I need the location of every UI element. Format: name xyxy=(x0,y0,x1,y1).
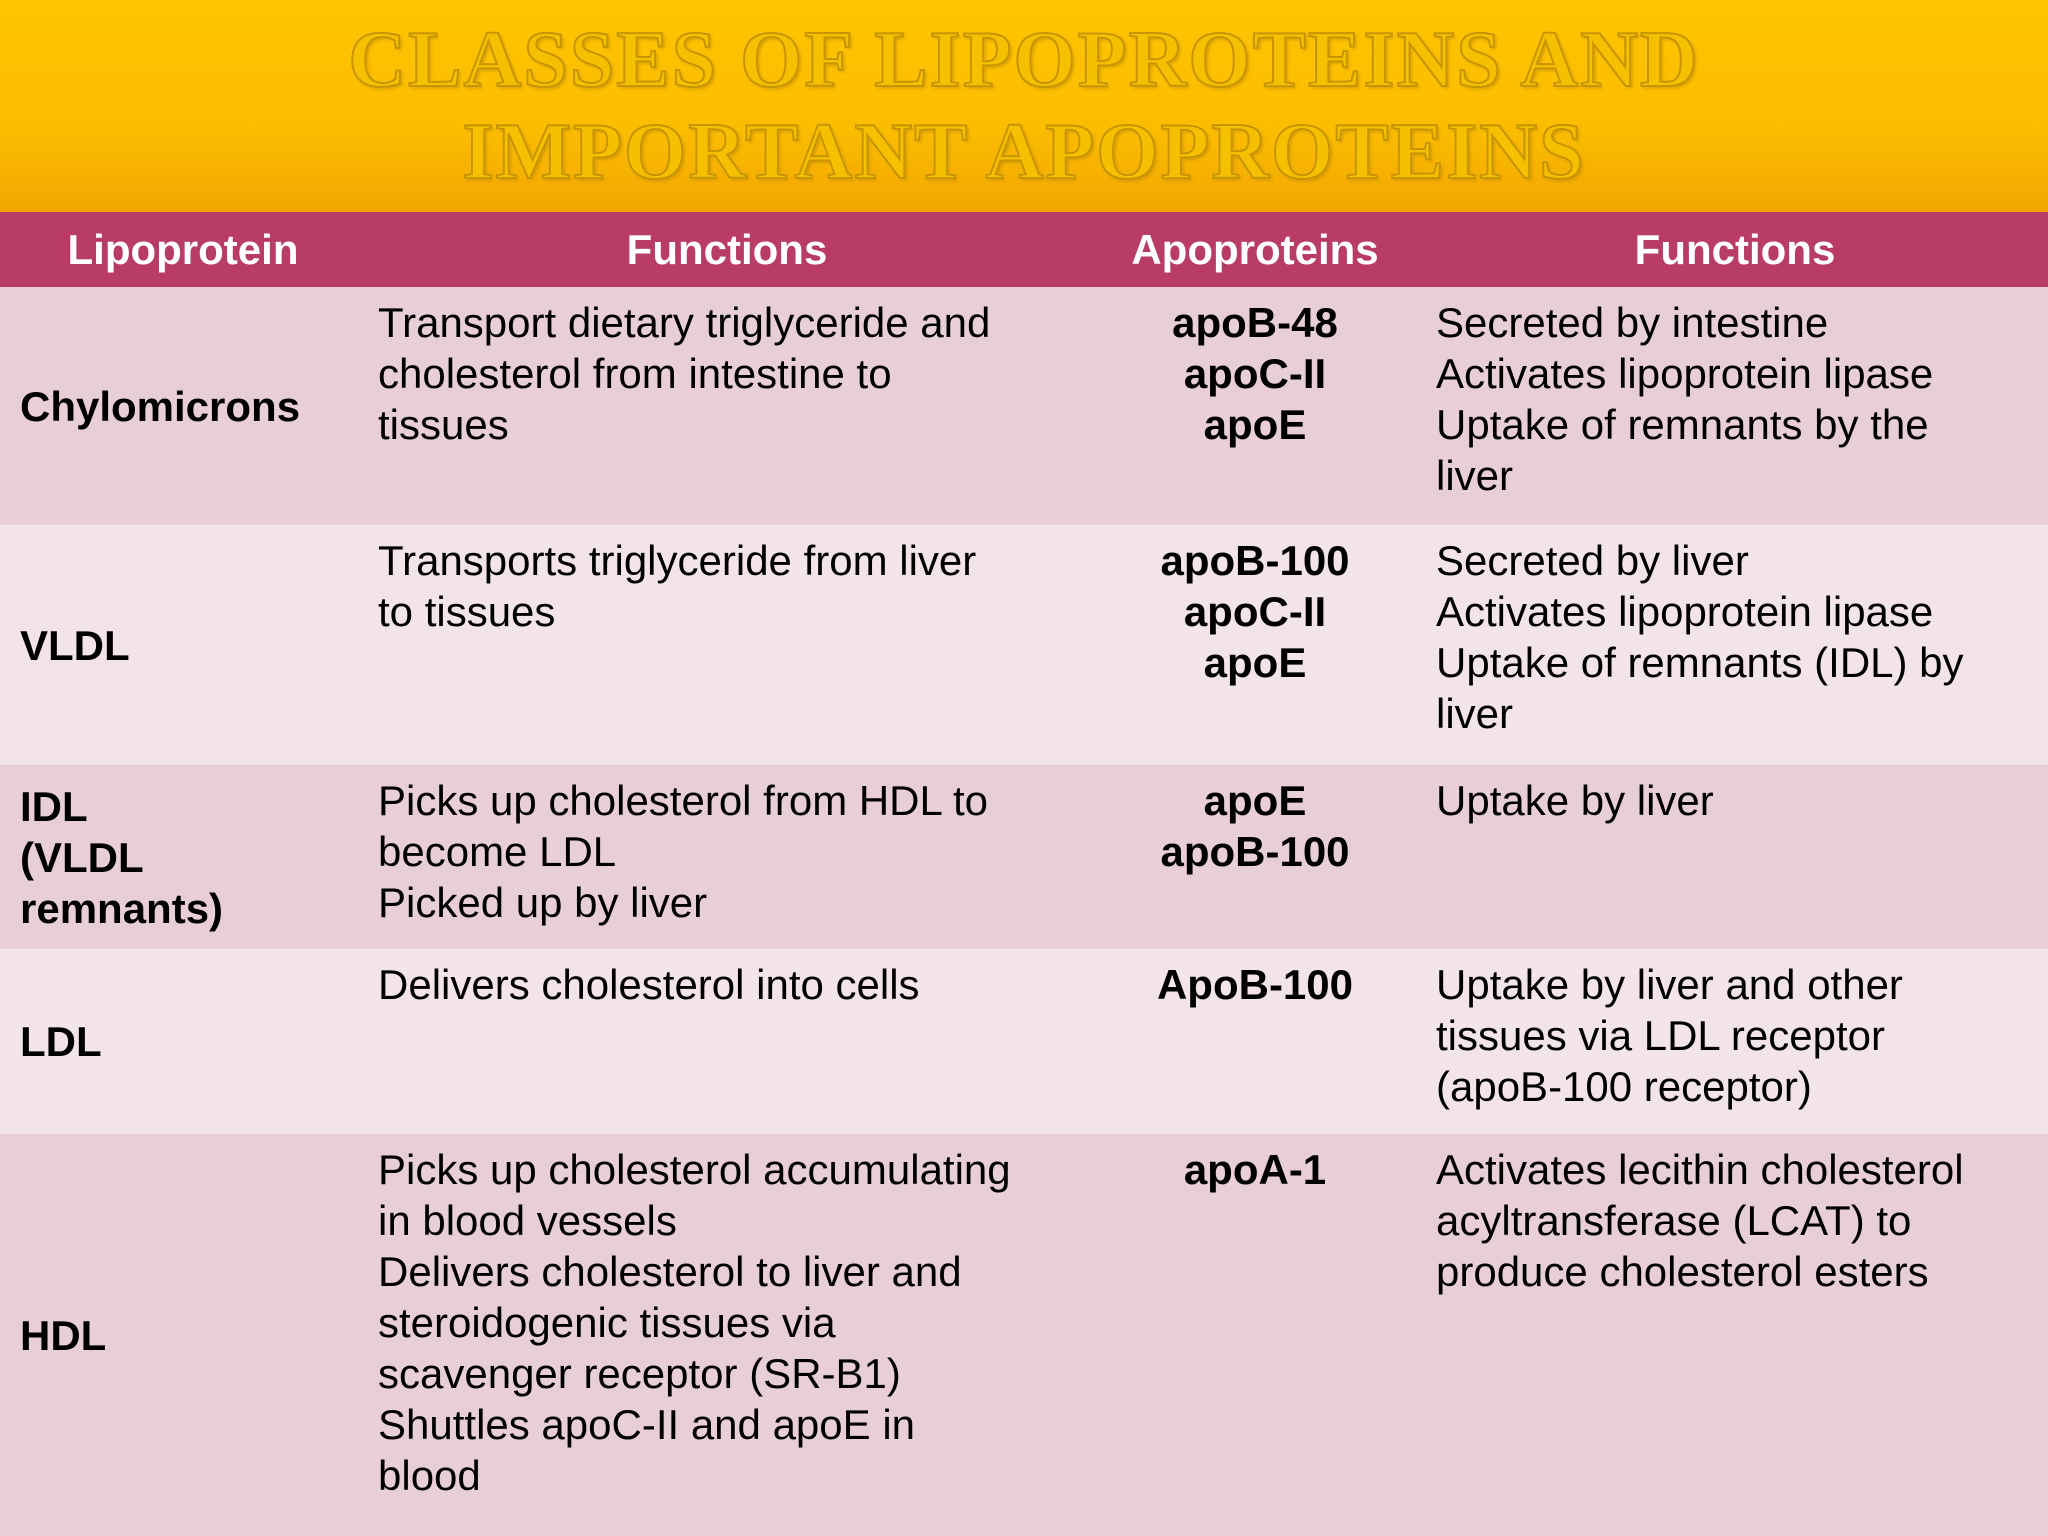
cell-text-line: blood xyxy=(378,1452,481,1499)
cell-apoprotein-functions xyxy=(1422,1134,2048,1536)
cell-text-line: Activates lecithin cholesterol xyxy=(1436,1146,1964,1193)
cell-text-line: Delivers cholesterol to liver and xyxy=(378,1248,962,1295)
cell-text-line: liver xyxy=(1436,690,1514,737)
table-row xyxy=(0,525,2048,765)
cell-apoprotein-functions xyxy=(1422,287,2048,525)
cell-text-line: apoC-II xyxy=(1183,588,1327,635)
table-row xyxy=(0,287,2048,525)
cell-functions xyxy=(366,287,1088,525)
header-lipoprotein: Lipoprotein xyxy=(67,225,299,273)
cell-text-line: steroidogenic tissues via xyxy=(378,1299,836,1346)
cell-apoproteins xyxy=(1088,949,1422,1134)
cell-text-line: tissues xyxy=(378,401,509,448)
cell-text-line: Uptake of remnants by the xyxy=(1436,401,1929,448)
cell-lipoprotein-name xyxy=(0,949,366,1134)
cell-functions xyxy=(366,765,1088,949)
title-band xyxy=(0,0,2048,212)
cell-text-line: Picks up cholesterol accumulating xyxy=(378,1146,1011,1193)
cell-apoproteins xyxy=(1088,287,1422,525)
cell-apoproteins xyxy=(1088,1134,1422,1536)
header-functions: Functions xyxy=(626,225,828,273)
cell-apoprotein-functions xyxy=(1422,525,2048,765)
cell-functions xyxy=(366,1134,1088,1536)
cell-text-line: apoE xyxy=(1203,777,1307,824)
cell-apoprotein-functions xyxy=(1422,765,2048,949)
cell-text-line: tissues via LDL receptor xyxy=(1436,1012,1885,1059)
cell-text-line: become LDL xyxy=(378,828,617,875)
cell-lipoprotein-name xyxy=(0,287,366,525)
cell-text-line: Transports triglyceride from liver xyxy=(378,537,977,584)
cell-text-line: IDL xyxy=(20,782,88,830)
cell-apoproteins xyxy=(1088,525,1422,765)
cell-text-line: apoB-48 xyxy=(1172,299,1338,346)
cell-text-line: produce cholesterol esters xyxy=(1436,1248,1929,1295)
slide-title xyxy=(0,14,2048,198)
cell-text-line: liver xyxy=(1436,452,1514,499)
cell-text-line: cholesterol from intestine to xyxy=(378,350,892,397)
slide-title-line-1: CLASSES OF LIPOPROTEINS AND xyxy=(348,16,1700,104)
cell-text-line: Transport dietary triglyceride and xyxy=(378,299,991,346)
cell-text-line: apoB-100 xyxy=(1160,537,1350,584)
cell-text-line: (VLDL xyxy=(20,833,144,881)
cell-text-line: Delivers cholesterol into cells xyxy=(378,961,920,1008)
lipoprotein-table xyxy=(0,212,2048,1536)
table-header-row xyxy=(0,212,2048,287)
cell-text-line: scavenger receptor (SR-B1) xyxy=(378,1350,901,1397)
cell-text-line: acyltransferase (LCAT) to xyxy=(1436,1197,1912,1244)
cell-text-line: Picked up by liver xyxy=(378,879,708,926)
cell-lipoprotein-name xyxy=(0,765,366,949)
cell-text-line: Chylomicrons xyxy=(20,382,301,430)
cell-functions xyxy=(366,525,1088,765)
cell-apoproteins xyxy=(1088,765,1422,949)
cell-text-line: apoE xyxy=(1203,639,1307,686)
cell-apoprotein-functions xyxy=(1422,949,2048,1134)
cell-text-line: ApoB-100 xyxy=(1156,961,1354,1008)
cell-text-line: Activates lipoprotein lipase xyxy=(1436,350,1934,397)
cell-text-line: VLDL xyxy=(20,621,130,669)
cell-text-line: (apoB-100 receptor) xyxy=(1436,1063,1812,1110)
cell-text-line: Activates lipoprotein lipase xyxy=(1436,588,1934,635)
cell-text-line: Shuttles apoC-II and apoE in xyxy=(378,1401,916,1448)
table-row xyxy=(0,1134,2048,1536)
cell-text-line: Picks up cholesterol from HDL to xyxy=(378,777,989,824)
cell-text-line: Secreted by intestine xyxy=(1436,299,1829,346)
header-apoprotein-functions: Functions xyxy=(1634,225,1836,273)
header-apoproteins: Apoproteins xyxy=(1131,225,1379,273)
cell-text-line: Uptake by liver and other xyxy=(1436,961,1903,1008)
cell-text-line: to tissues xyxy=(378,588,556,635)
slide-title-line-2: IMPORTANT APOPROTEINS xyxy=(462,108,1586,196)
cell-functions xyxy=(366,949,1088,1134)
cell-text-line: in blood vessels xyxy=(378,1197,677,1244)
cell-text-line: Uptake of remnants (IDL) by xyxy=(1436,639,1964,686)
cell-text-line: Uptake by liver xyxy=(1436,777,1714,824)
cell-text-line: Secreted by liver xyxy=(1436,537,1749,584)
cell-lipoprotein-name xyxy=(0,525,366,765)
table-row xyxy=(0,765,2048,949)
table-row xyxy=(0,949,2048,1134)
cell-text-line: apoE xyxy=(1203,401,1307,448)
cell-text-line: HDL xyxy=(20,1311,107,1359)
cell-text-line: remnants) xyxy=(20,884,224,932)
cell-text-line: apoA-1 xyxy=(1183,1146,1327,1193)
cell-lipoprotein-name xyxy=(0,1134,366,1536)
cell-text-line: apoC-II xyxy=(1183,350,1327,397)
cell-text-line: apoB-100 xyxy=(1160,828,1350,875)
cell-text-line: LDL xyxy=(20,1018,102,1065)
